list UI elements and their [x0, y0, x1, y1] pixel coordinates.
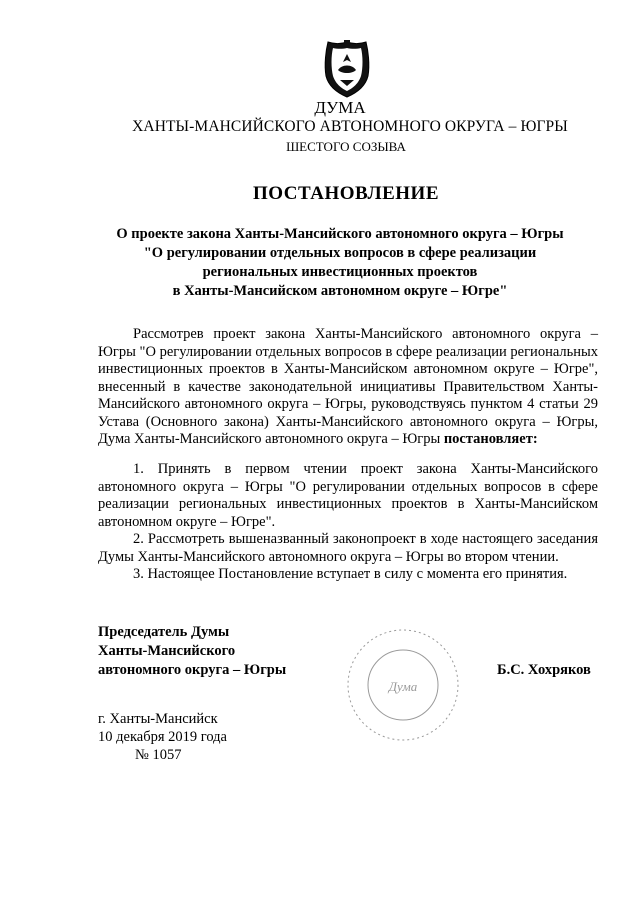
subject-line: региональных инвестиционных проектов	[202, 264, 478, 280]
resolution-item: 3. Настоящее Постановление вступает в силу с момента его принятия.	[133, 566, 568, 582]
convocation-heading: ШЕСТОГО СОЗЫВА	[286, 139, 406, 154]
chairman-title	[98, 623, 286, 680]
date: 10 декабря 2019 года	[98, 729, 227, 745]
duma-heading: ДУМА	[314, 98, 366, 117]
official-stamp	[338, 625, 468, 745]
subject-line: О проекте закона Ханты-Мансийского автономного округа – Югры	[116, 226, 564, 242]
stamp-text: Дума	[388, 679, 418, 694]
resolution-item: 1. Принять в первом чтении проект закона Ханты-Мансийского автономного округа – Югры "О регулировании отдельных вопросов в сфере реализации региональных инвестиционных проектов в Ханты-Мансийском автономном округе – Югре".	[98, 461, 598, 530]
place-date-number	[98, 710, 227, 764]
city: г. Ханты-Мансийск	[98, 711, 218, 727]
okrug-heading: ХАНТЫ-МАНСИЙСКОГО АВТОНОМНОГО ОКРУГА – ЮГРЫ	[132, 118, 568, 135]
chairman-line: Ханты-Мансийского	[98, 643, 236, 659]
resolution-item: 2. Рассмотреть вышеназванный законопроект в ходе настоящего заседания Думы Ханты-Мансийского автономного округа – Югры во втором чтении.	[98, 531, 598, 565]
preamble-paragraph	[98, 326, 598, 449]
coat-of-arms-icon	[320, 40, 374, 98]
chairman-line: Председатель Думы	[98, 624, 230, 640]
resolve-word: постановляет:	[443, 431, 538, 447]
document-number: № 1057	[135, 747, 182, 763]
subject-line: "О регулировании отдельных вопросов в сфере реализации	[143, 245, 537, 261]
chairman-name: Б.С. Хохряков	[497, 662, 591, 678]
resolution-items	[98, 461, 598, 584]
chairman-line: автономного округа – Югры	[98, 662, 287, 678]
preamble-text: Рассмотрев проект закона Ханты-Мансийского автономного округа – Югры "О регулировании отдельных вопросов в сфере реализации региональных инвестиционных проектов в Ханты-Мансийском автономном округе – Югре", внесенный в качестве законодательной инициативы Правительством Ханты-Мансийского автономного округа – Югры, руководствуясь пунктом 4 статьи 29 Устава (Основного закона) Ханты-Мансийского автономного округа – Югры, Дума Ханты-Мансийского автономного округа – Югры	[98, 326, 598, 447]
document-title: ПОСТАНОВЛЕНИЕ	[252, 183, 440, 204]
subject-line: в Ханты-Мансийском автономном округе – Югре"	[172, 283, 508, 299]
document-subject	[20, 225, 640, 301]
